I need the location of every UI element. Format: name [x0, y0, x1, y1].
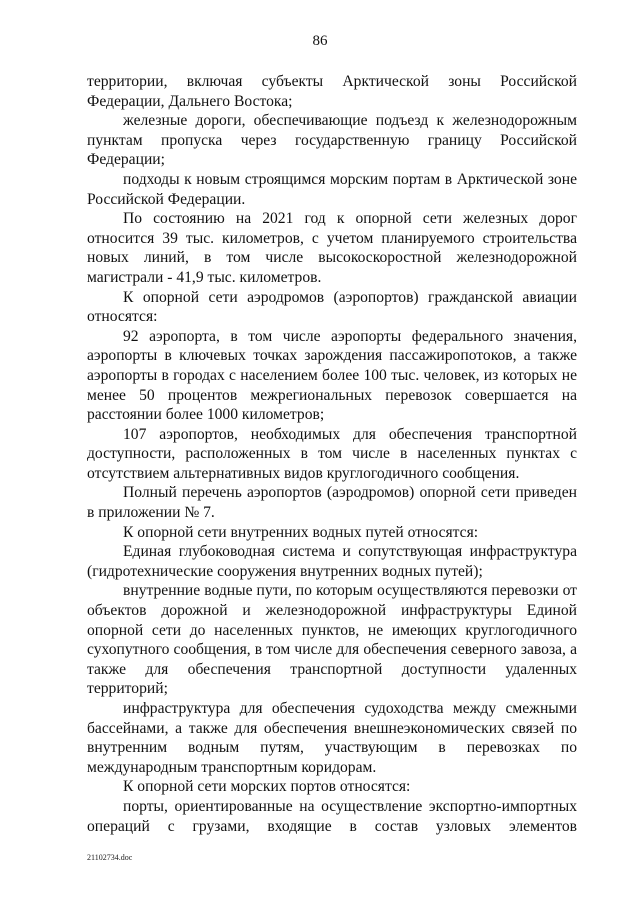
paragraph: инфраструктура для обеспечения судоходства между смежными бассейнами, а также для обеспечения внешнеэкономических связей по внутренним водным путям, участвующим в перевозках по международным транспортным коридорам. [87, 700, 577, 776]
footer-filename: 21102734.doc [87, 853, 133, 862]
paragraph: подходы к новым строящимся морским портам в Арктической зоне Российской Федерации. [87, 170, 577, 208]
paragraph: порты, ориентированные на осуществление экспортно-импортных операций с грузами, входящие в состав узловых элементов [87, 797, 577, 835]
paragraph: К опорной сети внутренних водных путей относятся: [123, 523, 479, 541]
paragraph: территории, включая субъекты Арктической зоны Российской Федерации, Дальнего Востока; [87, 73, 577, 110]
document-body [87, 72, 577, 836]
paragraph: 92 аэропорта, в том числе аэропорты федерального значения, аэропорты в ключевых точках зарождения пассажиропотоков, а также аэропорты в городах с населением более 100 тыс. человек, из которых не менее 50 процентов межрегиональных перевозок совершается на расстоянии более 1000 километров; [87, 327, 577, 424]
paragraph: К опорной сети аэродромов (аэропортов) гражданской авиации относятся: [87, 288, 577, 326]
paragraph: 107 аэропортов, необходимых для обеспечения транспортной доступности, расположенных в том числе в населенных пунктах с отсутствием альтернативных видов круглогодичного сообщения. [87, 425, 577, 482]
paragraph: железные дороги, обеспечивающие подъезд к железнодорожным пунктам пропуска через государственную границу Российской Федерации; [87, 112, 577, 169]
paragraph: Единая глубоководная система и сопутствующая инфраструктура (гидротехнические сооружения внутренних водных путей); [87, 543, 577, 580]
paragraph: внутренние водные пути, по которым осуществляются перевозки от объектов дорожной и железнодорожной инфраструктуры Единой опорной сети до населенных пунктов, не имеющих круглогодичного сухопутного сообщения, в том числе для обеспечения северного завоза, а также для обеспечения транспортной доступности удаленных территорий; [87, 582, 577, 698]
page-number: 86 [312, 33, 328, 49]
paragraph: К опорной сети морских портов относятся: [123, 778, 411, 796]
paragraph: Полный перечень аэропортов (аэродромов) опорной сети приведен в приложении № 7. [87, 484, 577, 522]
paragraph: По состоянию на 2021 год к опорной сети железных дорог относится 39 тыс. километров, с учетом планируемого строительства новых линий, в том числе высокоскоростной железнодорожной магистрали - 41,9 тыс. километров. [87, 210, 577, 286]
